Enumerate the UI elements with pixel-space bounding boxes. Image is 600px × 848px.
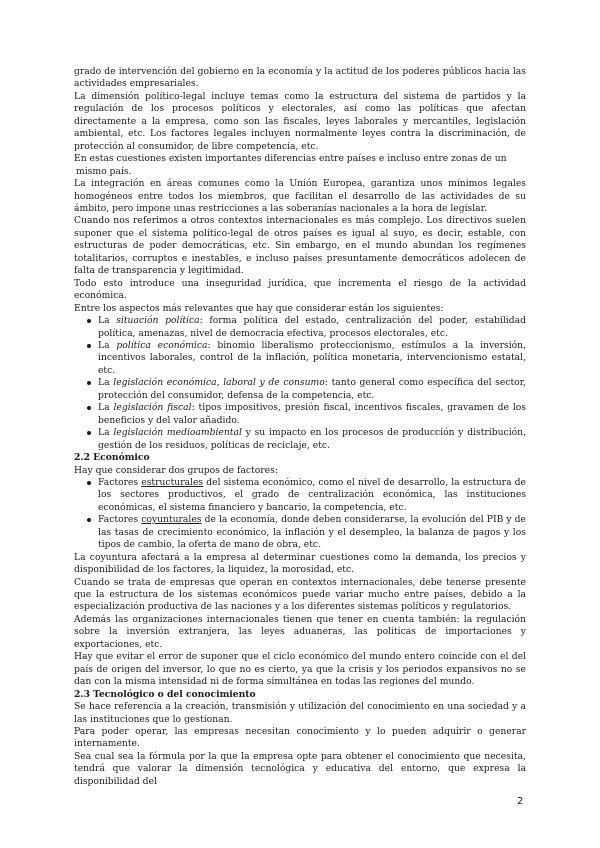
paragraph: La dimensión político-legal incluye temas como la estructura del sistema de partidos y la regulación de los procesos políticos y electorales, así como las políticas que afectan directamente a la empresa, como son las fiscales, leyes laborales y mercantiles, legislación ambiental, etc. Los factores legales incluyen normalmente leyes contra la discriminación, de protección al consumidor, de libre competencia, etc. <box>74 90 526 152</box>
section-heading-economico: 2.2 Económico <box>74 452 150 464</box>
list-item: La situación política: forma política del estado, centralización del poder, estabilidad política, amenazas, nivel de democracia efectiva, procesos electorales, etc. <box>74 315 526 340</box>
political-aspects-list <box>74 315 526 452</box>
paragraph: mismo país. <box>76 165 132 177</box>
list-item: La política económica: binomio liberalismo proteccionismo, estímulos a la inversión, incentivos laborales, control de la inflación, política monetaria, intervencionismo estatal, etc. <box>74 340 526 377</box>
list-item: La legislación fiscal: tipos impositivos, presión fiscal, incentivos fiscales, gravamen de los beneficios y del valor añadido. <box>74 402 526 427</box>
section-heading-tecnologico: 2.3 Tecnológico o del conocimiento <box>74 688 256 700</box>
economic-factors-list <box>74 477 526 552</box>
paragraph: La coyuntura afectará a la empresa al determinar cuestiones como la demanda, los precios y disponibilidad de los factores, la liquidez, la morosidad, etc. <box>74 551 526 576</box>
paragraph: Cuando nos referimos a otros contextos internacionales es más complejo. Los directivos suelen suponer que el sistema político-legal de otros países es igual al suyo, es decir, estable, con estructuras de poder democráticas, etc. Sin embargo, en el mundo abundan los regímenes totalitarios, corruptos e inestables, e incluso países presuntamente democráticos adolecen de falta de transparencia y legitimidad. <box>74 215 526 277</box>
paragraph: Hay que considerar dos grupos de factores: <box>74 464 278 476</box>
paragraph: Todo esto introduce una inseguridad jurídica, que incrementa el riesgo de la actividad económica. <box>74 277 526 302</box>
paragraph: Entre los aspectos más relevantes que hay que considerar están los siguientes: <box>74 302 444 314</box>
paragraph: Para poder operar, las empresas necesitan conocimiento y lo pueden adquirir o generar internamente. <box>74 726 526 750</box>
paragraph: Se hace referencia a la creación, transmisión y utilización del conocimiento en una sociedad y a las instituciones que lo gestionan. <box>74 701 526 725</box>
paragraph: Hay que evitar el error de suponer que el ciclo económico del mundo entero coincide con el del país de origen del inversor, lo que no es cierto, ya que la crisis y los periodos expansivos no se dan con la misma intensidad ni de forma simultánea en todas las regiones del mundo. <box>74 651 526 688</box>
page-number: 2 <box>517 796 524 807</box>
list-item: Factores estructurales del sistema económico, como el nivel de desarrollo, la estructura de los sectores productivos, el grado de centralización económica, las instituciones económicas, el sistema financiero y bancario, la competencia, etc. <box>74 477 526 514</box>
paragraph: grado de intervención del gobierno en la economía y la actitud de los poderes públicos hacia las actividades empresariales. <box>74 66 526 90</box>
page-body <box>74 66 526 788</box>
paragraph: Cuando se trata de empresas que operan en contextos internacionales, debe tenerse presente que la estructura de los sistemas económicos puede variar mucho entre países, debido a la especialización productiva de las naciones y a los diferentes sistemas políticos y regulatorios. <box>74 576 526 613</box>
list-item: Factores coyunturales de la economía, donde deben considerarse, la evolución del PIB y de las tasas de crecimiento económico, la inflación y el desempleo, la balanza de pagos y los tipos de cambio, la oferta de mano de obra, etc. <box>74 514 526 551</box>
list-item: La legislación medioambiental y su impacto en los procesos de producción y distribución, gestión de los residuos, políticas de reciclaje, etc. <box>74 427 526 452</box>
paragraph: Además las organizaciones internacionales tienen que tener en cuenta también: la regulación sobre la inversión extranjera, las leyes aduaneras, las políticas de importaciones y exportaciones, etc. <box>74 613 526 650</box>
paragraph: La integración en áreas comunes como la Unión Europea, garantiza unos mínimos legales homogéneos entre todos los miembros, que facilitan el desarrollo de las actividades de su ámbito, pero impone unas restricciones a las soberanías nacionales a la hora de legislar. <box>74 178 526 214</box>
paragraph: Sea cual sea la fórmula por la que la empresa opte para obtener el conocimiento que necesita, tendrá que valorar la dimensión tecnológica y educativa del entorno, que expresa la disponibilidad del <box>74 750 526 787</box>
paragraph: En estas cuestiones existen importantes diferencias entre países e incluso entre zonas de un <box>74 153 507 165</box>
list-item: La legislación económica, laboral y de consumo: tanto general como específica del sector, protección del consumidor, defensa de la competencia, etc. <box>74 377 526 402</box>
